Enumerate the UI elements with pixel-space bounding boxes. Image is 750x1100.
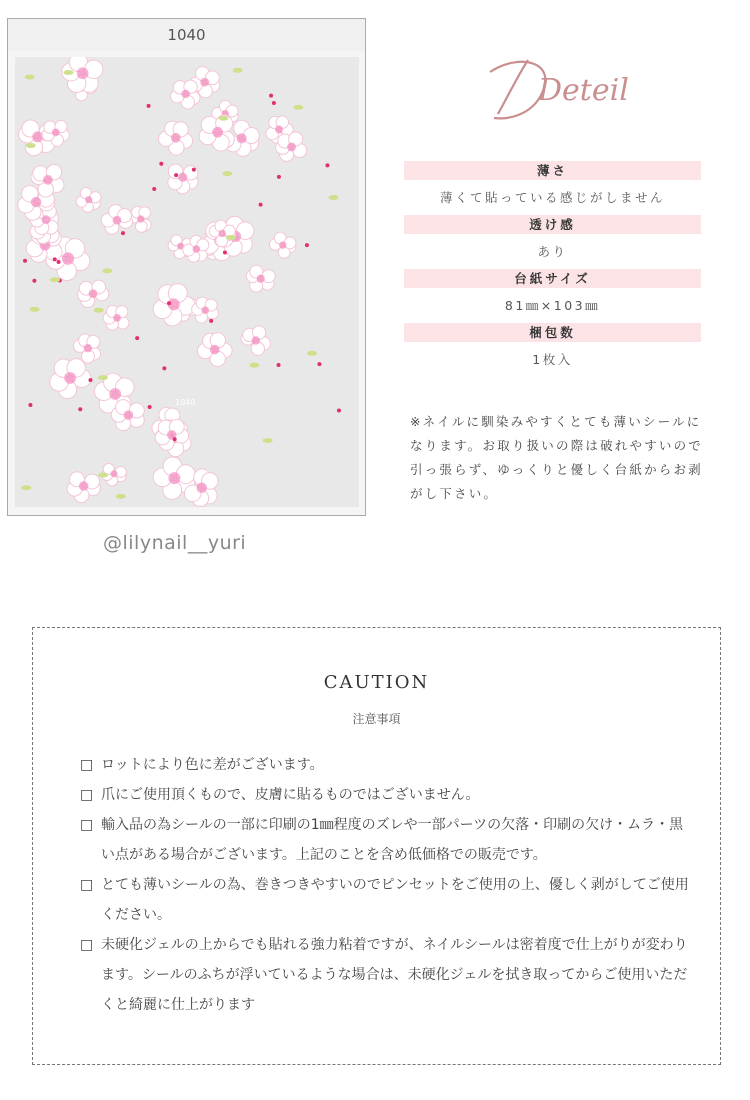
detail-label: 薄さ <box>404 161 701 180</box>
caution-item <box>80 780 690 810</box>
caution-item <box>80 930 690 1020</box>
detail-value: 1枚入 <box>532 352 573 367</box>
checkbox-icon: □ <box>80 787 94 803</box>
caution-text: 爪にご使用頂くもので、皮膚に貼るものではございません。 <box>101 787 480 803</box>
caution-box <box>32 627 721 1065</box>
caution-text: ロットにより色に差がございます。 <box>101 757 324 773</box>
detail-label: 透け感 <box>404 215 701 234</box>
checkbox-icon: □ <box>80 937 94 953</box>
logo-text: Deteil <box>538 73 629 108</box>
checkbox-icon: □ <box>80 877 94 893</box>
caution-text: 輸入品の為シールの一部に印刷の1㎜程度のズレや一部パーツの欠落・印刷の欠け・ムラ・黒い点がある場合がございます。上記のことを含め低価格での販売です。 <box>101 817 684 863</box>
detail-label: 台紙サイズ <box>404 269 701 288</box>
product-code: 1040 <box>8 19 365 51</box>
caution-subtitle: 注意事項 <box>352 712 401 726</box>
caution-text: とても薄いシールの為、巻きつきやすいのでピンセットをご使用の上、優しく剥がしてご使用ください。 <box>101 877 689 923</box>
flower-sticker-artwork <box>15 57 359 507</box>
caution-text: 未硬化ジェルの上からでも貼れる強力粘着ですが、ネイルシールは密着度で仕上がりが変わります。シールのふちが浮いているような場合は、未硬化ジェルを拭き取ってからご使用いただくと綺麗に仕上がります <box>101 937 688 1013</box>
detail-value: 薄くて貼っている感じがしません <box>439 190 665 205</box>
detail-logo <box>480 52 630 127</box>
checkbox-icon: □ <box>80 757 94 773</box>
detail-label: 梱包数 <box>404 323 701 342</box>
instagram-handle: @lilynail__yuri <box>103 532 247 554</box>
detail-value: あり <box>537 244 568 259</box>
detail-note: ※ネイルに馴染みやすくとても薄いシールになります。お取り扱いの際は破れやすいので引っ張らず、ゆっくりと優しく台紙からお剥がし下さい。 <box>410 414 704 501</box>
detail-table <box>404 161 701 377</box>
caution-item <box>80 810 690 870</box>
caution-item <box>80 750 690 780</box>
caution-title: CAUTION <box>323 672 430 693</box>
svg-text:1040: 1040 <box>175 398 196 407</box>
caution-item <box>80 870 690 930</box>
sticker-sheet-image <box>7 18 366 516</box>
checkbox-icon: □ <box>80 817 94 833</box>
caution-list <box>80 750 690 1020</box>
detail-value: 81㎜×103㎜ <box>504 298 601 313</box>
